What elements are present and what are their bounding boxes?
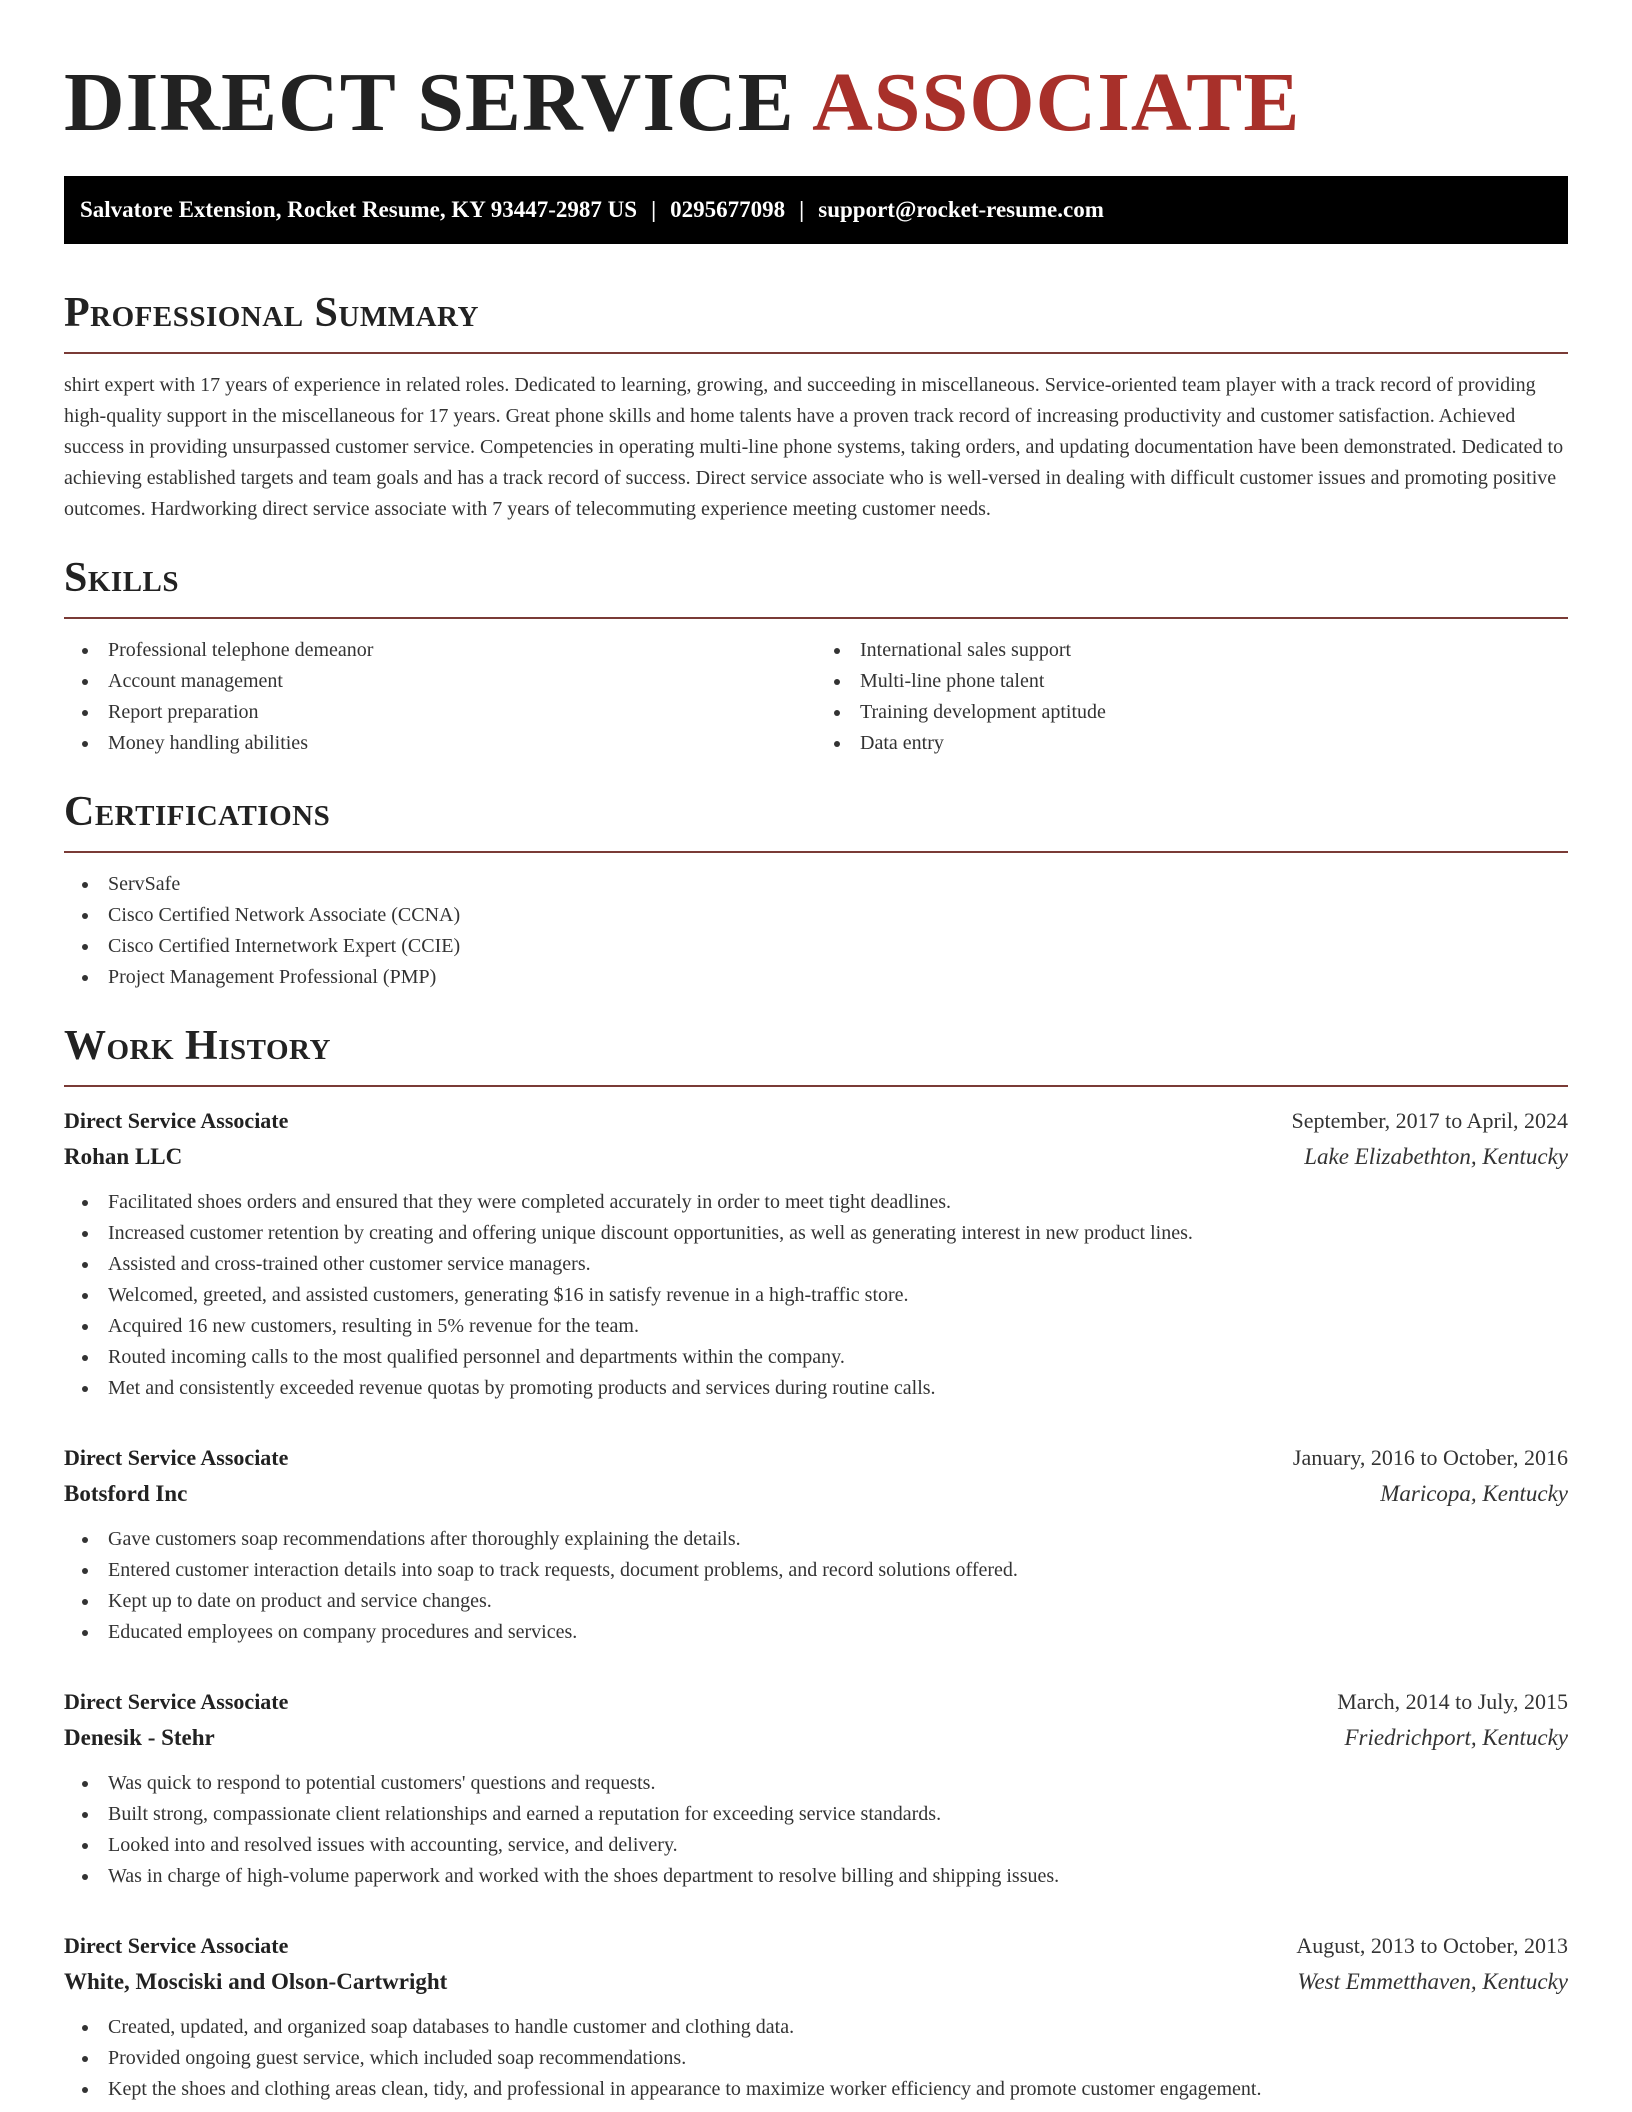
job-location: Friedrichport, Kentucky bbox=[1344, 1725, 1568, 1750]
work-history-heading: Work History bbox=[64, 1023, 331, 1069]
job-bullets bbox=[64, 2012, 1568, 2105]
summary-text: shirt expert with 17 years of experience in related roles. Dedicated to learning, growing, and succeeding in miscellaneous. Service-oriented team player with a track record of providing high-quality support in the miscellaneous for 17 years. Great phone skills and home talents have a proven track record of increasing productivity and customer satisfaction. Achieved success in providing unsurpassed customer service. Competencies in operating multi-line phone systems, taking orders, and updating documentation have been demonstrated. Dedicated to achieving established targets and team goals and has a track record of success. Direct service associate who is well-versed in dealing with difficult customer issues and promoting positive outcomes. Hardworking direct service associate with 7 years of telecommuting experience meeting customer needs. bbox=[64, 374, 1564, 520]
skill-item: International sales support bbox=[816, 635, 1568, 666]
job-header bbox=[64, 1684, 1568, 1720]
skills-list-left bbox=[64, 635, 816, 759]
job-company: Botsford Inc bbox=[64, 1481, 188, 1506]
job-bullet: Welcomed, greeted, and assisted customers, generating $16 in satisfy revenue in a high-traffic store. bbox=[64, 1280, 1568, 1311]
job-bullet: Built strong, compassionate client relationships and earned a reputation for exceeding service standards. bbox=[64, 1799, 1568, 1830]
certifications-list bbox=[64, 869, 1568, 993]
job-title: Direct Service Associate bbox=[64, 1689, 289, 1714]
certification-item: Project Management Professional (PMP) bbox=[64, 962, 1568, 993]
job-bullet: Was in charge of high-volume paperwork and worked with the shoes department to resolve billing and shipping issues. bbox=[64, 1861, 1568, 1892]
job-location: Lake Elizabethton, Kentucky bbox=[1304, 1144, 1568, 1169]
certification-item: Cisco Certified Network Associate (CCNA) bbox=[64, 900, 1568, 931]
contact-address: Salvatore Extension, Rocket Resume, KY 93447-2987 US bbox=[80, 197, 638, 222]
skill-item: Account management bbox=[64, 666, 816, 697]
job-bullets bbox=[64, 1524, 1568, 1648]
skills-section bbox=[64, 553, 1568, 759]
certification-item: ServSafe bbox=[64, 869, 1568, 900]
job-bullet: Educated employees on company procedures and services. bbox=[64, 1617, 1568, 1648]
section-divider bbox=[64, 851, 1568, 853]
certification-item: Cisco Certified Internetwork Expert (CCIE) bbox=[64, 931, 1568, 962]
section-divider bbox=[64, 617, 1568, 619]
contact-email: support@rocket-resume.com bbox=[818, 197, 1104, 222]
section-divider bbox=[64, 352, 1568, 354]
summary-heading: Professional Summary bbox=[64, 290, 479, 336]
skills-list-right bbox=[816, 635, 1568, 759]
job-entry bbox=[64, 1684, 1568, 1892]
job-dates: January, 2016 to October, 2016 bbox=[1292, 1445, 1568, 1470]
contact-bar bbox=[64, 176, 1568, 244]
job-bullet: Routed incoming calls to the most qualified personnel and departments within the company. bbox=[64, 1342, 1568, 1373]
work-history-section bbox=[64, 1021, 1568, 2105]
job-title: Direct Service Associate bbox=[64, 1108, 289, 1133]
job-subheader bbox=[64, 1720, 1568, 1756]
job-bullet: Increased customer retention by creating and offering unique discount opportunities, as well as generating interest in new product lines. bbox=[64, 1218, 1568, 1249]
job-dates: September, 2017 to April, 2024 bbox=[1291, 1108, 1568, 1133]
job-bullet: Looked into and resolved issues with accounting, service, and delivery. bbox=[64, 1830, 1568, 1861]
job-bullet: Kept up to date on product and service changes. bbox=[64, 1586, 1568, 1617]
job-bullet: Acquired 16 new customers, resulting in 5% revenue for the team. bbox=[64, 1311, 1568, 1342]
job-title: Direct Service Associate bbox=[64, 1933, 289, 1958]
job-subheader bbox=[64, 1964, 1568, 2000]
job-title: Direct Service Associate bbox=[64, 1445, 289, 1470]
job-entry bbox=[64, 1928, 1568, 2105]
job-company: White, Mosciski and Olson-Cartwright bbox=[64, 1969, 448, 1994]
job-bullets bbox=[64, 1768, 1568, 1892]
job-entry bbox=[64, 1103, 1568, 1404]
job-header bbox=[64, 1440, 1568, 1476]
contact-separator: | bbox=[651, 197, 657, 222]
job-location: Maricopa, Kentucky bbox=[1380, 1481, 1568, 1506]
job-company: Denesik - Stehr bbox=[64, 1725, 215, 1750]
skill-item: Data entry bbox=[816, 728, 1568, 759]
job-bullet: Assisted and cross-trained other customer service managers. bbox=[64, 1249, 1568, 1280]
job-subheader bbox=[64, 1139, 1568, 1175]
job-location: West Emmetthaven, Kentucky bbox=[1297, 1969, 1568, 1994]
job-bullet: Created, updated, and organized soap databases to handle customer and clothing data. bbox=[64, 2012, 1568, 2043]
certifications-heading: Certifications bbox=[64, 789, 331, 835]
section-divider bbox=[64, 1085, 1568, 1087]
job-bullet: Kept the shoes and clothing areas clean, tidy, and professional in appearance to maximize worker efficiency and promote customer engagement. bbox=[64, 2074, 1568, 2105]
contact-phone: 0295677098 bbox=[670, 197, 786, 222]
job-subheader bbox=[64, 1476, 1568, 1512]
skill-item: Professional telephone demeanor bbox=[64, 635, 816, 666]
skill-item: Training development aptitude bbox=[816, 697, 1568, 728]
job-bullet: Met and consistently exceeded revenue quotas by promoting products and services during routine calls. bbox=[64, 1373, 1568, 1404]
skill-item: Multi-line phone talent bbox=[816, 666, 1568, 697]
name-primary: DIRECT SERVICE bbox=[64, 56, 795, 149]
job-bullet: Was quick to respond to potential customers' questions and requests. bbox=[64, 1768, 1568, 1799]
job-company: Rohan LLC bbox=[64, 1144, 183, 1169]
job-header bbox=[64, 1928, 1568, 1964]
job-bullet: Gave customers soap recommendations after thoroughly explaining the details. bbox=[64, 1524, 1568, 1555]
skills-heading: Skills bbox=[64, 555, 180, 601]
job-dates: March, 2014 to July, 2015 bbox=[1337, 1689, 1568, 1714]
job-header bbox=[64, 1103, 1568, 1139]
certifications-section bbox=[64, 787, 1568, 993]
job-bullet: Provided ongoing guest service, which included soap recommendations. bbox=[64, 2043, 1568, 2074]
summary-section bbox=[64, 288, 1568, 525]
resume-name bbox=[64, 0, 1568, 148]
contact-separator: | bbox=[799, 197, 805, 222]
job-bullet: Entered customer interaction details into soap to track requests, document problems, and record solutions offered. bbox=[64, 1555, 1568, 1586]
job-entry bbox=[64, 1440, 1568, 1648]
name-accent: ASSOCIATE bbox=[812, 56, 1301, 149]
skills-grid bbox=[64, 635, 1568, 759]
job-dates: August, 2013 to October, 2013 bbox=[1296, 1933, 1568, 1958]
skill-item: Report preparation bbox=[64, 697, 816, 728]
job-bullets bbox=[64, 1187, 1568, 1404]
skill-item: Money handling abilities bbox=[64, 728, 816, 759]
job-bullet: Facilitated shoes orders and ensured that they were completed accurately in order to meet tight deadlines. bbox=[64, 1187, 1568, 1218]
